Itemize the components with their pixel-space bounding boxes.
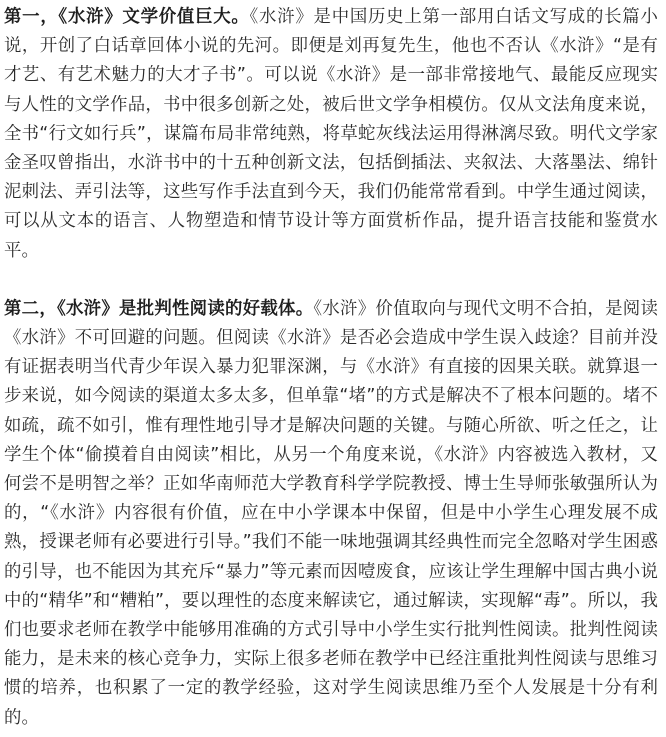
paragraph-critical-reading [4, 295, 658, 733]
paragraph-text: 《水浒》是中国历史上第一部用白话文写成的长篇小说，开创了白话章回体小说的先河。即便是刘再复先生，他也不否认《水浒》“是有才艺、有艺术魅力的大才子书”。可以说《水浒》是一部非常接地气、最能反应现实与人性的文学作品，书中很多创新之处，被后世文学争相模仿。仅从文法角度来说，全书“行文如行兵”，谋篇布局非常纯熟，将草蛇灰线法运用得淋漓尽致。明代文学家金圣叹曾指出，水浒书中的十五种创新文法，包括倒插法、夹叙法、大落墨法、绵针泥刺法、弄引法等，这些写作手法直到今天，我们仍能常常看到。中学生通过阅读，可以从文本的语言、人物塑造和情节设计等方面赏析作品，提升语言技能和鉴赏水平。 [4, 7, 658, 261]
paragraph-heading: 第一，《水浒》文学价值巨大。 [4, 7, 250, 27]
paragraph-text: 《水浒》价值取向与现代文明不合拍，是阅读《水浒》不可回避的问题。但阅读《水浒》是否必会造成中学生误入歧途？目前并没有证据表明当代青少年误入暴力犯罪深渊，与《水浒》有直接的因果关联。就算退一步来说，如今阅读的渠道太多太多，但单靠“堵”的方式是解决不了根本问题的。堵不如疏，疏不如引，惟有理性地引导才是解决问题的关键。与随心所欲、听之任之，让学生个体“偷摸着自由阅读”相比，从另一个角度来说，《水浒》内容被选入教材，又何尝不是明智之举？正如华南师范大学教育科学学院教授、博士生导师张敏强所认为的，“《水浒》内容很有价值，应在中小学课本中保留，但是中小学生心理发展不成熟，授课老师有必要进行引导。”我们不能一味地强调其经典性而完全忽略对学生困惑的引导，也不能因为其充斥“暴力”等元素而因噎废食，应该让学生理解中国古典小说中的“精华”和“糟粕”，要以理性的态度来解读它，通过解读，实现解“毒”。所以，我们也要求老师在教学中能够用准确的方式引导中小学生实行批判性阅读。批判性阅读能力，是未来的核心竞争力，实际上很多老师在教学中已经注重批判性阅读与思维习惯的培养，也积累了一定的教学经验，这对学生阅读思维乃至个人发展是十分有利的。 [4, 298, 658, 728]
paragraph-heading: 第二，《水浒》是批判性阅读的好载体。 [4, 298, 314, 319]
paragraph-literary-value [4, 3, 658, 266]
